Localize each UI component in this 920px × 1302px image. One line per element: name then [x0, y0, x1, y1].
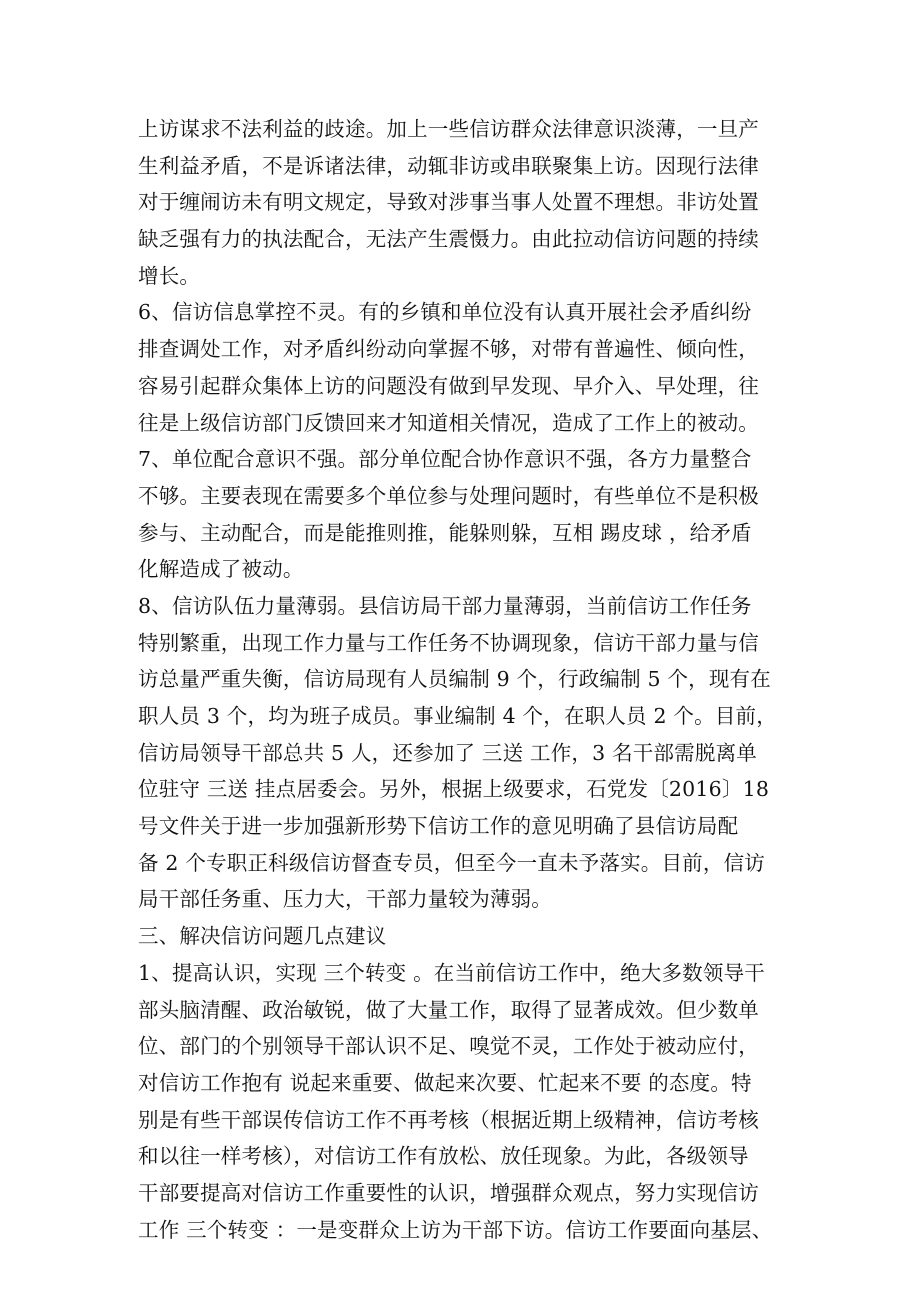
text-line: 信访局领导干部总共 5 人，还参加了 三送 工作，3 名干部需脱离单 [138, 740, 757, 765]
text-line: 参与、主动配合，而是能推则推，能躲则躲，互相 踢皮球 ，给矛盾 [138, 520, 752, 545]
text-line: 上访谋求不法利益的歧途。加上一些信访群众法律意识淡薄，一旦产 [138, 117, 759, 141]
text-line: 1、提高认识，实现 三个转变 。在当前信访工作中，绝大多数领导干 [138, 960, 765, 985]
text-line: 和以往一样考核），对信访工作有放松、放任现象。为此，各级领导 [138, 1144, 749, 1169]
text-line: 生利益矛盾，不是诉诸法律，动辄非访或串联聚集上访。因现行法律 [138, 153, 759, 178]
text-line: 缺乏强有力的执法配合，无法产生震慑力。由此拉动信访问题的持续 [138, 227, 759, 252]
text-line: 工作 三个转变 ：一是变群众上访为干部下访。信访工作要面向基层、 [138, 1217, 773, 1242]
section-heading: 三、解决信访问题几点建议 [138, 924, 387, 949]
document-body [138, 111, 798, 1248]
text-line: 职人员 3 个，均为班子成员。事业编制 4 个，在职人员 2 个。目前， [138, 704, 777, 728]
text-line: 7、单位配合意识不强。部分单位配合协作意识不强，各方力量整合 [138, 447, 752, 472]
text-line: 不够。主要表现在需要多个单位参与处理问题时，有些单位不是积极 [138, 483, 759, 508]
text-line: 化解造成了被动。 [138, 557, 304, 582]
text-line: 容易引起群众集体上访的问题没有做到早发现、早介入、早处理，往 [138, 373, 759, 398]
text-line: 6、信访信息掌控不灵。有的乡镇和单位没有认真开展社会矛盾纠纷 [138, 300, 752, 325]
text-line: 对信访工作抱有 说起来重要、做起来次要、忙起来不要 的态度。特 [138, 1070, 752, 1095]
text-line: 排查调处工作，对矛盾纠纷动向掌握不够，对带有普遍性、倾向性， [138, 337, 759, 362]
text-line: 位、部门的个别领导干部认识不足、嗅觉不灵，工作处于被动应付， [138, 1034, 759, 1059]
text-line: 特别繁重，出现工作力量与工作任务不协调现象，信访干部力量与信 [138, 630, 759, 655]
text-line: 位驻守 三送 挂点居委会。另外，根据上级要求，石党发〔2016〕18 [138, 777, 770, 802]
text-line: 8、信访队伍力量薄弱。县信访局干部力量薄弱，当前信访工作任务 [138, 593, 752, 618]
text-line: 干部要提高对信访工作重要性的认识，增强群众观点，努力实现信访 [138, 1180, 759, 1205]
text-line: 增长。 [138, 263, 201, 288]
text-line: 备 2 个专职正科级信访督查专员，但至今一直未予落实。目前，信访 [138, 850, 765, 875]
text-line: 往是上级信访部门反馈回来才知道相关情况，造成了工作上的被动。 [138, 410, 759, 435]
text-line: 号文件关于进一步加强新形势下信访工作的意见明确了县信访局配 [138, 814, 739, 839]
text-line: 对于缠闹访未有明文规定，导致对涉事当事人处置不理想。非访处置 [138, 190, 759, 215]
text-line: 局干部任务重、压力大，干部力量较为薄弱。 [138, 887, 552, 912]
text-line: 部头脑清醒、政治敏锐，做了大量工作，取得了显著成效。但少数单 [138, 997, 759, 1022]
text-line: 访总量严重失衡，信访局现有人员编制 9 个，行政编制 5 个，现有在 [138, 667, 771, 692]
text-line: 别是有些干部误传信访工作不再考核（根据近期上级精神，信访考核 [138, 1107, 759, 1132]
